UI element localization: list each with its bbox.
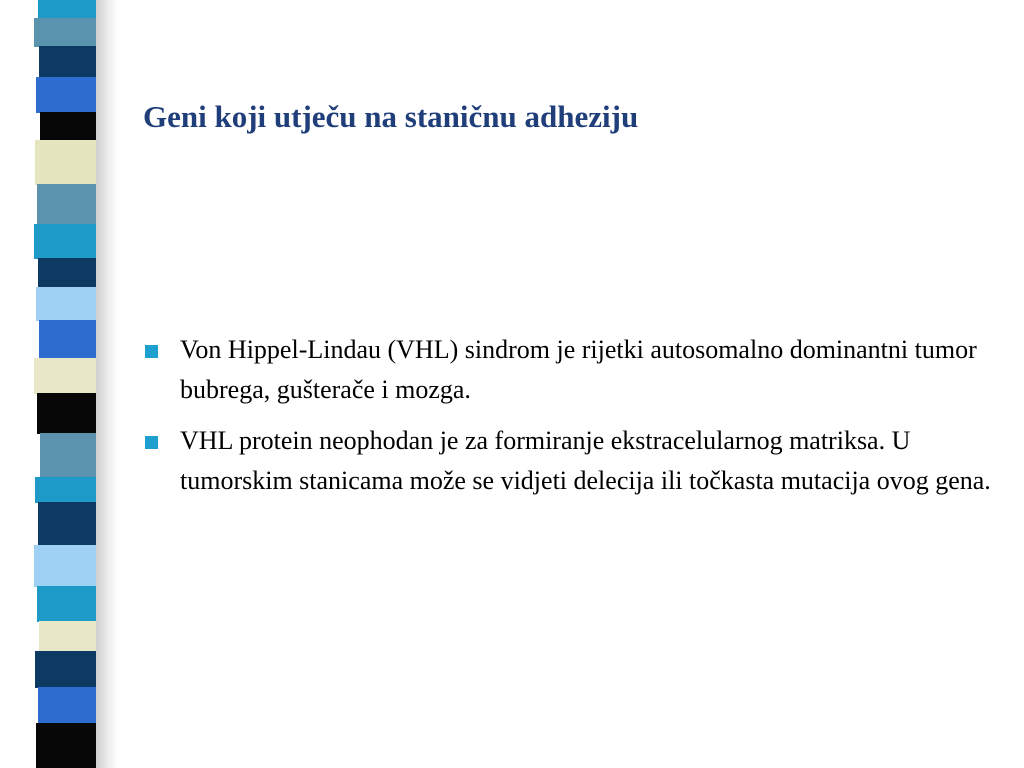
stripe-band (36, 77, 96, 113)
stripe-band (38, 0, 96, 19)
bullet-item (145, 330, 995, 410)
stripe-band (37, 393, 96, 434)
stripe-band (37, 586, 96, 622)
stripe-band (35, 140, 96, 185)
stripe-band (38, 687, 96, 724)
stripe-band (35, 477, 96, 503)
decorative-stripe (34, 0, 102, 768)
stripe-band (40, 112, 96, 141)
stripe-band (36, 723, 96, 768)
bullet-item (145, 421, 995, 501)
slide-title: Geni koji utječu na staničnu adheziju (143, 99, 639, 134)
stripe-band (38, 502, 96, 546)
square-bullet-icon (145, 436, 158, 449)
stripe-band (37, 184, 96, 225)
stripe-band (36, 287, 96, 321)
stripe-band (34, 224, 96, 259)
bullet-text: Von Hippel-Lindau (VHL) sindrom je rijetki autosomalno dominantni tumor bubrega, gušterače i mozga. (180, 335, 977, 404)
stripe-band (40, 433, 96, 478)
stripe-band (39, 621, 96, 652)
stripe-band (35, 651, 96, 688)
stripe-band (34, 545, 96, 587)
bullet-list (145, 330, 995, 512)
stripe-band (34, 18, 96, 47)
stripe-band (34, 358, 96, 394)
stripe-band (38, 258, 96, 288)
stripe-band (39, 320, 96, 359)
stripe-band (39, 46, 96, 78)
square-bullet-icon (145, 345, 158, 358)
bullet-text: VHL protein neophodan je za formiranje ekstracelularnog matriksa. U tumorskim stanicama može se vidjeti delecija ili točkasta mutacija ovog gena. (180, 426, 991, 495)
